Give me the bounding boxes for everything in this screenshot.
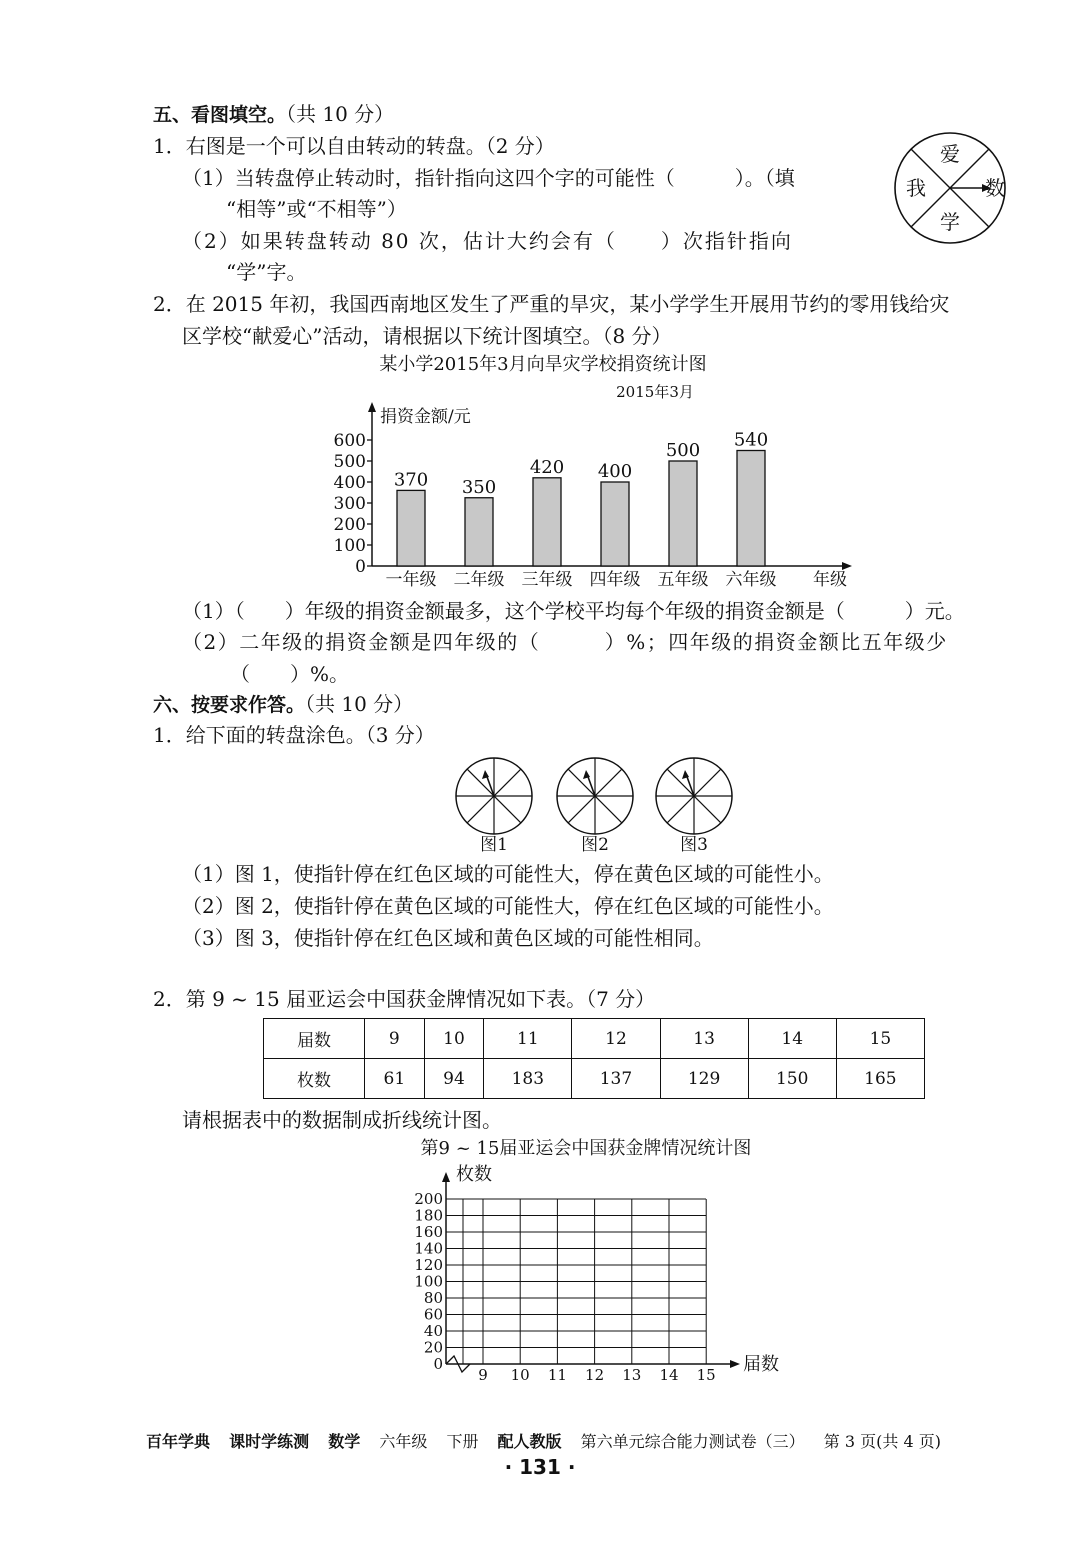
bar-value-label: 540 [733, 429, 769, 451]
bar-2 [465, 498, 493, 566]
section5-heading: 五、看图填空。 [153, 104, 287, 126]
x-category-label: 四年级 [589, 570, 641, 590]
footer [146, 1429, 955, 1452]
grid-chart-xlabel: 届数 [743, 1354, 779, 1375]
y-tick-label: 500 [333, 452, 366, 472]
q2-stem-line1: 2．在 2015 年初，我国西南地区发生了严重的旱灾，某小学学生开展用节约的零用钱给灾 [153, 292, 950, 316]
y-tick-label: 600 [333, 431, 366, 451]
q1-stem: 1．右图是一个可以自由转动的转盘。（2 分） [153, 134, 555, 158]
grid-x-axis-arrow-icon [730, 1360, 740, 1368]
grid-y-axis-arrow-icon [442, 1172, 450, 1182]
spinner-figure-2[interactable] [557, 758, 633, 834]
medal-table [263, 1018, 925, 1099]
section6-title [153, 691, 413, 718]
bar-6 [737, 451, 765, 567]
bar-value-label: 400 [597, 461, 633, 482]
table-cell: 14 [748, 1019, 836, 1059]
footer-brand1: 百年学典 [146, 1432, 211, 1451]
bar-value-label: 350 [461, 476, 497, 498]
table-row [264, 1019, 925, 1059]
spinner-label-2: 图2 [581, 835, 609, 855]
x-category-label: 六年级 [725, 570, 777, 590]
footer-page-info: 第 3 页(共 4 页) [823, 1432, 941, 1451]
spinner-char-left: 我 [906, 176, 926, 200]
table-cell: 137 [572, 1059, 660, 1099]
bar-value-label: 420 [529, 456, 565, 478]
bar-chart-title: 某小学2015年3月向旱灾学校捐资统计图 [379, 354, 707, 375]
word-spinner [893, 131, 1009, 247]
grid-y-tick-label: 20 [423, 1338, 443, 1357]
table-cell: 9 [365, 1019, 425, 1059]
grid-y-tick-label: 200 [414, 1190, 443, 1208]
grid-x-tick-label: 12 [585, 1366, 605, 1384]
grid-x-tick-label: 10 [510, 1366, 530, 1384]
s6-q1-part1: （1）图 1，使指针停在红色区域的可能性大，停在黄色区域的可能性小。 [182, 862, 834, 886]
spinner-char-top: 爱 [940, 142, 960, 166]
spinner-char-bottom: 学 [940, 210, 960, 234]
y-tick-label: 100 [333, 536, 366, 556]
table-cell: 15 [836, 1019, 924, 1059]
section6-heading: 六、按要求作答。 [153, 694, 306, 716]
y-tick-label: 400 [333, 473, 366, 493]
grid-y-tick-label: 100 [414, 1272, 443, 1291]
table-cell: 61 [365, 1059, 425, 1099]
grid-x-tick-label: 11 [547, 1366, 567, 1384]
footer-volume: 下册 [446, 1432, 479, 1451]
section5-score: （共 10 分） [286, 102, 395, 126]
grid-chart-ylabel: 枚数 [456, 1164, 492, 1185]
y-tick-label: 0 [355, 557, 366, 577]
table-cell: 165 [836, 1059, 924, 1099]
table-row [264, 1059, 925, 1099]
grid-y-tick-label: 80 [423, 1289, 443, 1307]
page-number: · 131 · [504, 1455, 576, 1479]
bar-value-label: 500 [665, 440, 701, 461]
table-cell: 13 [660, 1019, 748, 1059]
spinner-char-right: 数 [985, 176, 1005, 200]
s6-q1-part2: （2）图 2，使指针停在黄色区域的可能性大，停在红色区域的可能性小。 [182, 894, 834, 918]
grid-y-tick-label: 140 [414, 1239, 443, 1258]
grid-x-tick-label: 9 [478, 1366, 488, 1384]
q1-part2-line2: “学”字。 [226, 260, 307, 284]
footer-subject: 数学 [328, 1432, 361, 1451]
table-cell: 94 [424, 1059, 484, 1099]
bar-chart-ylabel: 捐资金额/元 [380, 407, 471, 427]
grid-y-tick-label: 160 [414, 1223, 443, 1241]
x-category-label: 三年级 [521, 570, 573, 590]
q2-part1: （1）（ ）年级的捐资金额最多，这个学校平均每个年级的捐资金额是（ ）元。 [182, 599, 965, 623]
x-category-label: 一年级 [385, 570, 437, 590]
spinner-figures [440, 752, 750, 857]
grid-y-tick-label: 120 [414, 1256, 443, 1274]
table-cell: 129 [660, 1059, 748, 1099]
q2-part2-line2: （ ）%。 [230, 662, 350, 686]
y-tick-label: 200 [333, 515, 366, 535]
s6-q1-part3: （3）图 3，使指针停在红色区域和黄色区域的可能性相同。 [182, 926, 714, 950]
spinner-figure-1[interactable] [456, 758, 532, 834]
s6-q1-stem: 1．给下面的转盘涂色。（3 分） [153, 723, 435, 747]
bar-chart-xlabel: 年级 [813, 570, 847, 590]
q2-stem-line2: 区学校“献爱心”活动，请根据以下统计图填空。（8 分） [182, 324, 672, 348]
grid-x-tick-label: 13 [622, 1366, 642, 1384]
grid-y-tick-label: 60 [423, 1305, 443, 1324]
table-cell: 183 [484, 1059, 572, 1099]
bar-5 [669, 461, 697, 566]
footer-grade: 六年级 [379, 1432, 428, 1451]
bar-chart-subtitle: 2015年3月 [616, 383, 694, 401]
grid-y-tick-label: 0 [433, 1355, 443, 1373]
grid-y-tick-label: 180 [414, 1206, 443, 1225]
q1-part2-line1: （2）如果转盘转动 80 次，估计大约会有（ ）次指针指向 [182, 229, 793, 253]
bar-1 [397, 490, 425, 566]
spinner-figure-3[interactable] [656, 758, 732, 834]
bar-4 [601, 482, 629, 566]
spinner-label-3: 图3 [680, 835, 708, 855]
bar-value-label: 370 [393, 469, 429, 491]
table-header-session: 届数 [264, 1019, 365, 1059]
spinner-label-1: 图1 [480, 835, 508, 855]
section5-title [153, 101, 394, 128]
section6-score: （共 10 分） [305, 692, 414, 716]
q2-part2-line1: （2）二年级的捐资金额是四年级的（ ）%；四年级的捐资金额比五年级少 [182, 630, 948, 654]
q1-part1-line1: （1）当转盘停止转动时，指针指向这四个字的可能性（ ）。（填 [182, 166, 795, 190]
grid-x-tick-label: 15 [696, 1366, 716, 1384]
table-cell: 150 [748, 1059, 836, 1099]
x-axis-arrow-icon [842, 562, 852, 570]
q1-part1-line2: “相等”或“不相等”） [226, 197, 407, 221]
table-cell: 12 [572, 1019, 660, 1059]
grid-x-tick-label: 14 [659, 1366, 679, 1384]
x-category-label: 五年级 [657, 570, 709, 590]
grid-y-tick-label: 40 [423, 1322, 443, 1340]
table-header-count: 枚数 [264, 1059, 365, 1099]
footer-edition: 配人教版 [497, 1432, 562, 1451]
y-tick-label: 300 [333, 494, 366, 514]
table-cell: 10 [424, 1019, 484, 1059]
bar-3 [533, 478, 561, 566]
x-category-label: 二年级 [453, 570, 505, 590]
footer-brand2: 课时学练测 [229, 1432, 310, 1451]
s6-q2-instruction: 请根据表中的数据制成折线统计图。 [182, 1108, 502, 1132]
s6-q2-stem: 2．第 9 ~ 15 届亚运会中国获金牌情况如下表。（7 分） [153, 987, 656, 1011]
footer-unit: 第六单元综合能力测试卷（三） [580, 1432, 805, 1451]
medal-line-chart-grid[interactable] [400, 1132, 820, 1387]
table-cell: 11 [484, 1019, 572, 1059]
y-axis-arrow-icon [368, 402, 376, 412]
grid-chart-title: 第9 ~ 15届亚运会中国获金牌情况统计图 [420, 1138, 752, 1159]
donation-bar-chart [320, 348, 880, 598]
